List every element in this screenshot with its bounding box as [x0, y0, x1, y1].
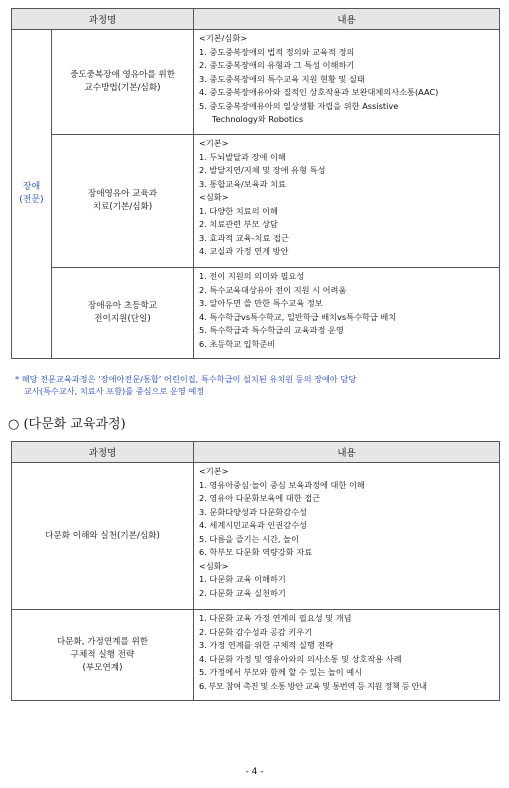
- header-content: 내용: [194, 9, 500, 30]
- content-line: 3. 문화다양성과 다문화감수성: [199, 506, 307, 517]
- content-line: 5. 특수학급과 특수학급의 교육과정 운영: [199, 325, 344, 335]
- content-line: <심화>: [199, 192, 229, 202]
- content-line: <기본>: [199, 466, 229, 476]
- course-content-cell: [194, 463, 500, 610]
- content-line: 1. 두뇌발달과 장애 이해: [199, 151, 286, 162]
- header-course-name: 과정명: [12, 9, 194, 30]
- table-header-row: [12, 9, 500, 30]
- content-line: 6. 학부모 다문화 역량강화 자료: [199, 547, 313, 557]
- content-line: 3. 통합교육/보육과 치료: [199, 178, 286, 189]
- course-content-cell: [194, 30, 500, 135]
- content-line: 6. 초등학교 입학준비: [199, 338, 276, 349]
- content-line: 3. 중도중복장애의 특수교육 지원 현황 및 실태: [199, 73, 365, 84]
- content-line: 5. 중도중복장애유아의 일상생활 자립을 위한 Assistive: [199, 100, 399, 111]
- content-line: 5. 다름을 즐기는 시간, 놀이: [199, 533, 299, 544]
- course-name-cell: [52, 30, 194, 135]
- table-row: [12, 463, 500, 610]
- course-content-cell: [194, 135, 500, 268]
- course-name-cell: [52, 135, 194, 268]
- course-name: 다문화 이해와 실천(기본/심화): [45, 530, 160, 541]
- course-name-cell: [12, 463, 194, 610]
- content-line: 1. 다문화 교육 가정 연계의 필요성 및 개념: [199, 613, 352, 623]
- table-row: [12, 610, 500, 701]
- content-line: 4. 특수학급vs특수학교, 일반학급 배치vs특수학급 배치: [199, 311, 397, 322]
- content-line: 2. 중도중복장애의 유형과 그 특성 이해하기: [199, 60, 355, 70]
- content-line: 2. 영유아 다문화보육에 대한 접근: [199, 493, 321, 503]
- table-header-row: [12, 442, 500, 463]
- course-name: 장애영유아 교육과: [87, 189, 158, 199]
- content-line: 6. 부모 참여 촉진 및 소통 방안 교육 및 통번역 등 지원 정책 등 안내: [199, 680, 427, 691]
- content-line: Technology와 Robotics: [212, 114, 304, 124]
- course-name-cell: [52, 268, 194, 359]
- course-name: 교수방법(기본/심화): [84, 83, 161, 93]
- content-line: 4. 교실과 가정 연계 방안: [199, 246, 289, 256]
- table-note: [15, 373, 356, 397]
- content-line: 2. 다문화 교육 실천하기: [199, 587, 286, 598]
- table-row: [12, 135, 500, 268]
- course-name: 장애유아 초등학교: [87, 301, 158, 311]
- content-line: 3. 가정 연계를 위한 구체적 실행 전략: [199, 640, 334, 650]
- header-course-name: 과정명: [12, 442, 194, 463]
- course-name: 중도중복장애 영유아를 위한: [69, 70, 176, 80]
- course-name: 다문화, 가정연계를 위한: [56, 636, 149, 647]
- header-content: 내용: [194, 442, 500, 463]
- content-line: 2. 발달지연/지체 및 장애 유형 특성: [199, 165, 326, 175]
- note-line: 교사(특수교사, 치료사 포함)를 중심으로 운영 예정: [24, 386, 205, 396]
- table-row: [12, 268, 500, 359]
- content-line: 4. 중도중복장애유아와 질적인 상호작용과 보완대체의사소통(AAC): [199, 87, 439, 97]
- table-row: [12, 30, 500, 135]
- course-table-multicultural: [11, 441, 500, 701]
- course-name-cell: [12, 610, 194, 701]
- content-line: 1. 영유아중심·놀이 중심 보육과정에 대한 이해: [199, 479, 365, 490]
- content-line: <심화>: [199, 560, 229, 571]
- content-line: 2. 특수교육대상유아 전이 지원 시 어려움: [199, 284, 347, 295]
- course-name: 구체적 실행 전략: [70, 649, 135, 660]
- content-line: 1. 전이 지원의 의미와 필요성: [199, 271, 305, 281]
- content-line: <기본/심화>: [199, 33, 248, 43]
- content-line: 3. 효과적 교육-치료 접근: [199, 232, 289, 243]
- content-line: 5. 가정에서 부모와 함께 할 수 있는 놀이 예시: [199, 667, 363, 677]
- course-table-disability: [11, 8, 500, 359]
- content-line: 3. 알아두면 쓸 만한 특수교육 정보: [199, 298, 323, 308]
- content-line: 2. 치료관련 부모 상담: [199, 219, 278, 229]
- content-line: 2. 다문화 감수성과 공감 키우기: [199, 626, 313, 637]
- content-line: 1. 다양한 치료의 이해: [199, 205, 278, 216]
- note-line: * 해당 전문교육과정은 ‘장애아전문/통합’ 어린이집, 특수학급이 설치된 유치원 등의 장애아 담당: [15, 374, 357, 384]
- category-label: (전문): [19, 195, 44, 205]
- content-line: 1. 다문화 교육 이해하기: [199, 574, 286, 584]
- course-content-cell: [194, 610, 500, 701]
- category-label: 장애: [22, 182, 41, 192]
- page-number: - 4 -: [245, 767, 264, 777]
- content-line: <기본>: [199, 138, 229, 148]
- course-name: 치료(기본/심화): [92, 202, 153, 212]
- content-line: 4. 다문화 가정 및 영유아와의 의사소통 및 상호작용 사례: [199, 653, 402, 664]
- course-name: 전이지원(단일): [94, 314, 151, 324]
- course-content-cell: [194, 268, 500, 359]
- content-line: 1. 중도중복장애의 법적 정의와 교육적 정의: [199, 46, 355, 57]
- content-line: 4. 세계시민교육과 인권감수성: [199, 520, 307, 530]
- category-cell: [12, 30, 52, 359]
- section-title: ○ (다문화 교육과정): [8, 417, 126, 432]
- course-name: (부모연계): [82, 662, 123, 673]
